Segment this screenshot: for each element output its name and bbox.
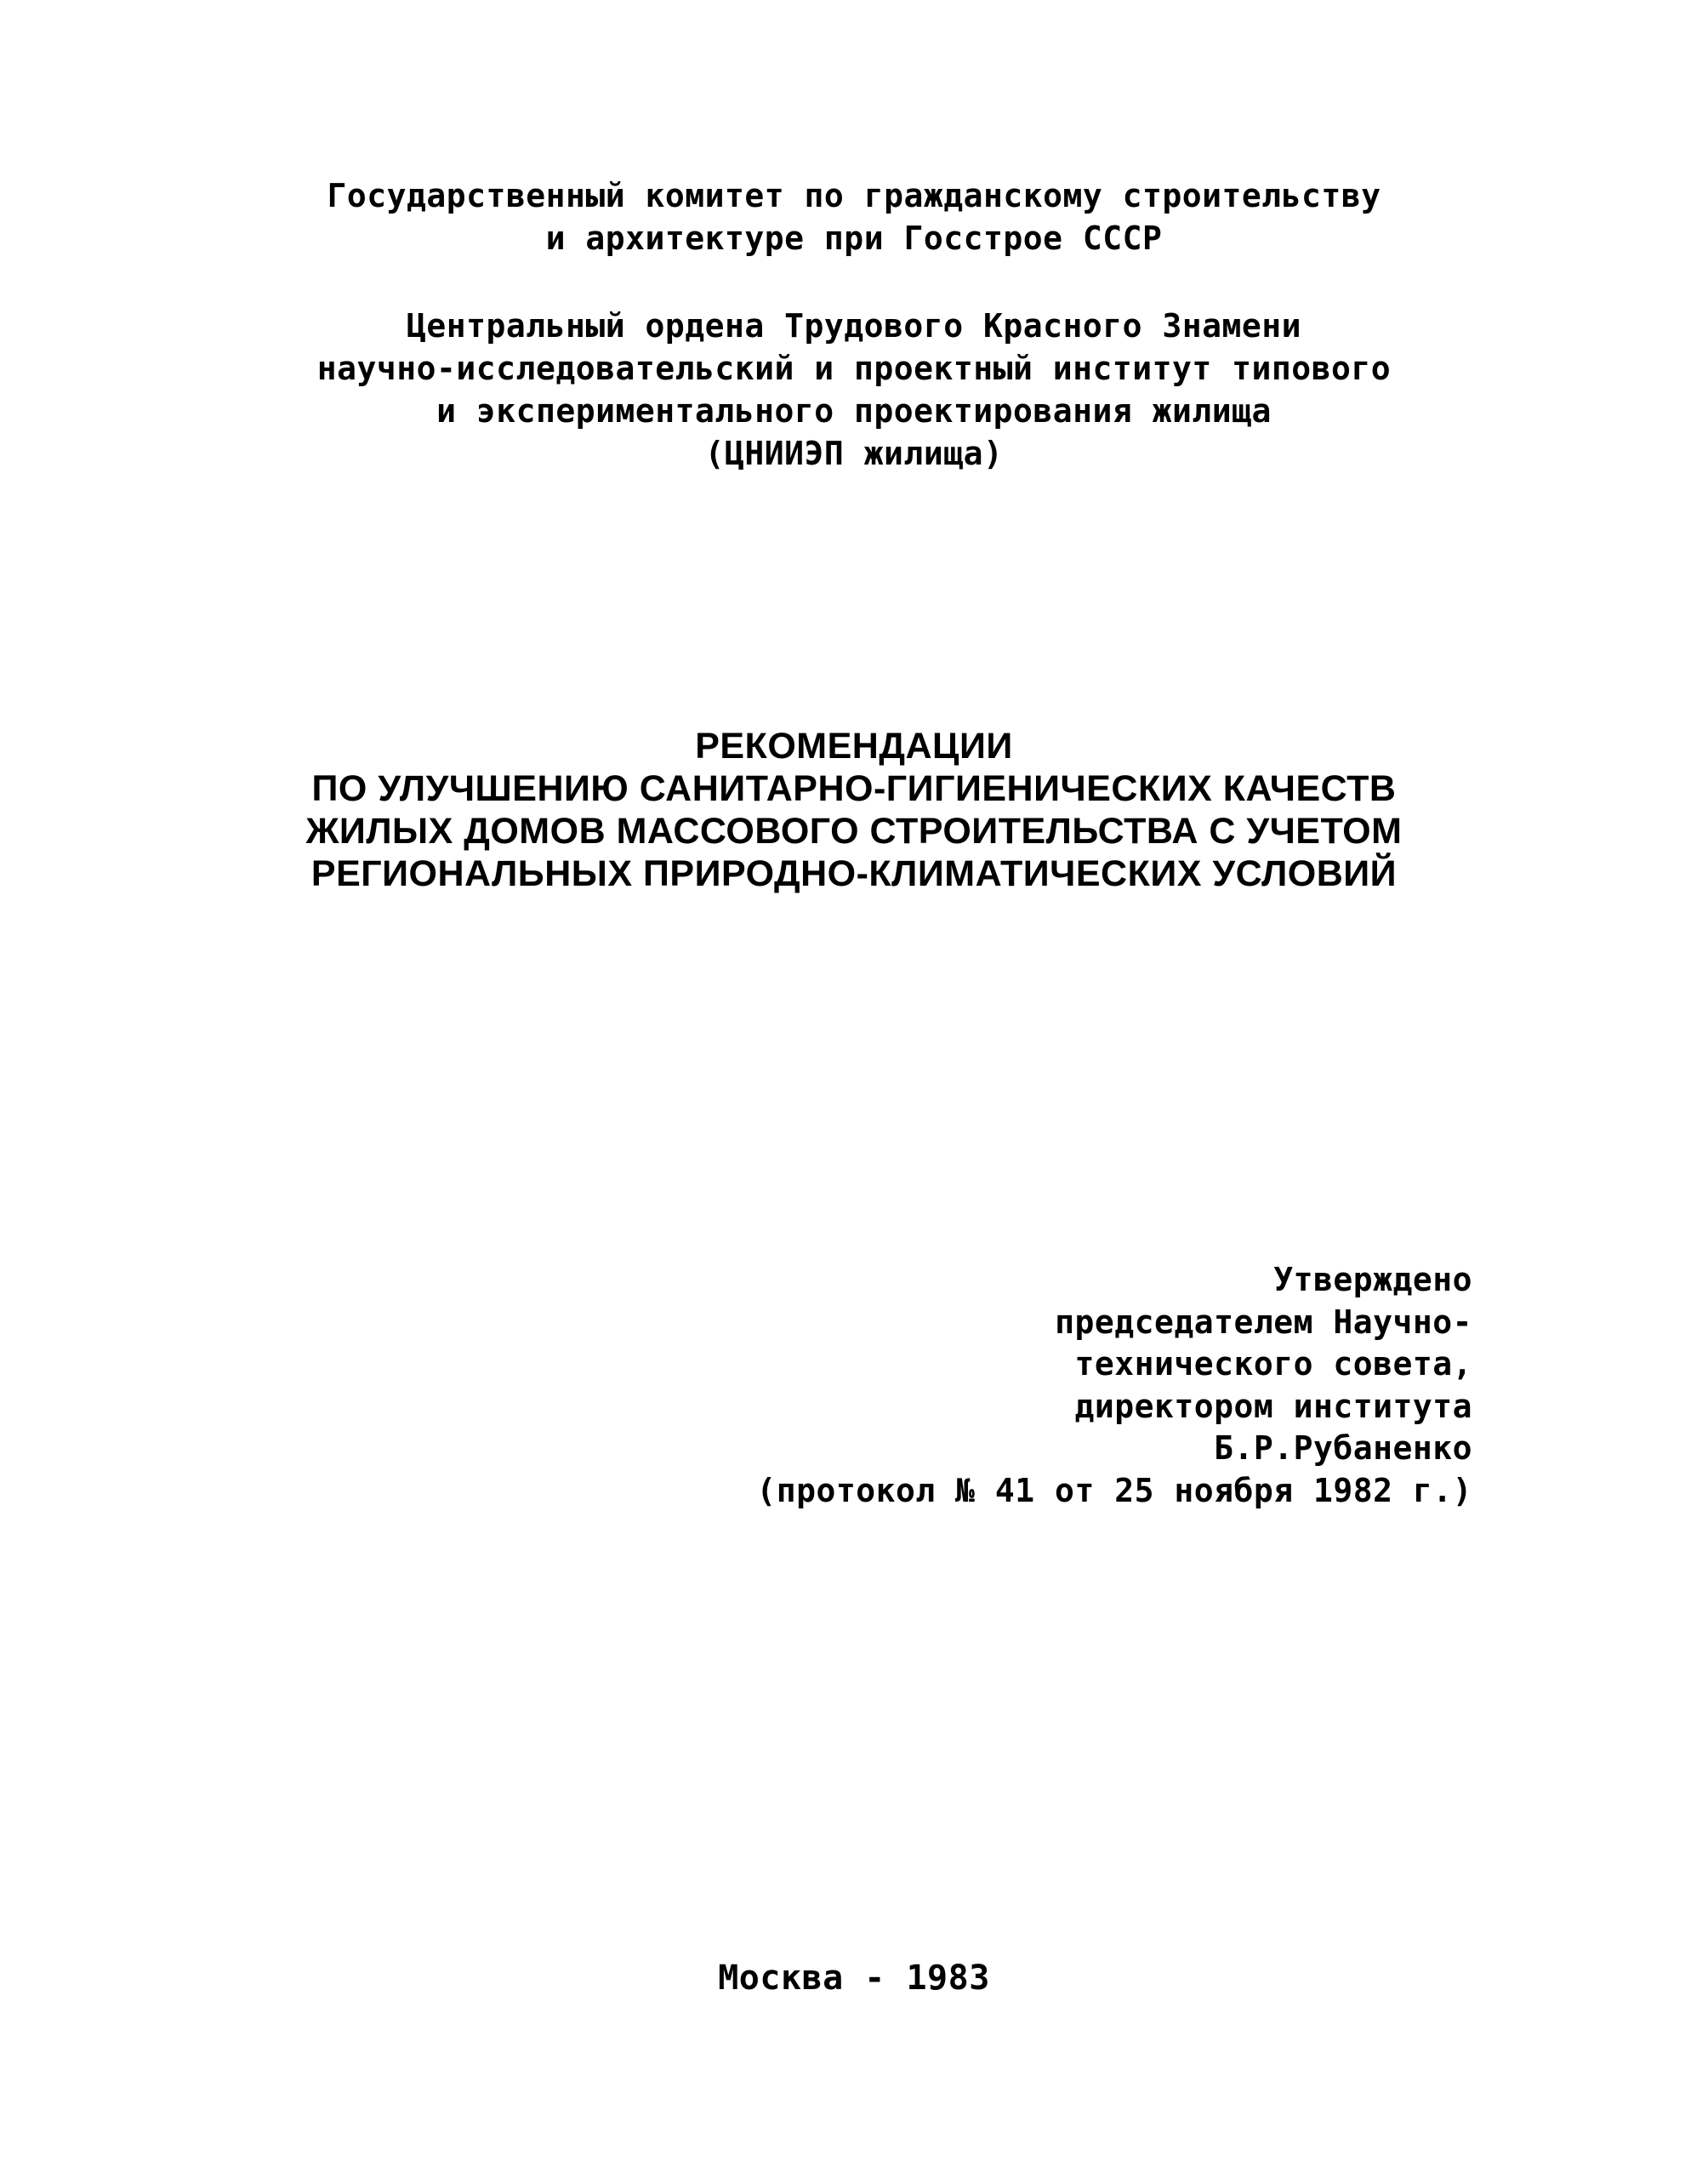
institute-heading [0,305,1708,475]
institute-line: Центральный ордена Трудового Красного Знамени [406,307,1301,345]
institute-line: научно-исследовательский и проектный институт типового [316,350,1392,387]
document-title [0,725,1708,895]
title-line: РЕКОМЕНДАЦИИ [695,726,1013,767]
approval-line: председателем Научно- [1055,1303,1472,1341]
approval-line: директором института [1074,1387,1472,1425]
title-line: РЕГИОНАЛЬНЫХ ПРИРОДНО-КЛИМАТИЧЕСКИХ УСЛОВИЙ [310,853,1398,894]
approval-block [756,1259,1472,1512]
institute-abbreviation: (ЦНИИЭП жилища) [704,435,1004,472]
committee-line: и архитектуре при Госстрое СССР [545,220,1163,257]
approval-line: технического совета, [1074,1345,1472,1383]
protocol-reference: (протокол № 41 от 25 ноября 1982 г.) [756,1471,1472,1509]
committee-heading [0,174,1708,259]
committee-line: Государственный комитет по гражданскому строительству [327,177,1381,214]
approver-name: Б.Р.Рубаненко [1214,1429,1472,1467]
title-line: ЖИЛЫХ ДОМОВ МАССОВОГО СТРОИТЕЛЬСТВА С УЧЕТОМ [305,811,1403,852]
title-line: ПО УЛУЧШЕНИЮ САНИТАРНО-ГИГИЕНИЧЕСКИХ КАЧЕСТВ [311,768,1397,809]
publication-place-year [0,1957,1708,1999]
approval-line: Утверждено [1273,1261,1472,1298]
city-year: Москва - 1983 [718,1959,990,1998]
institute-line: и экспериментального проектирования жилища [436,392,1272,430]
